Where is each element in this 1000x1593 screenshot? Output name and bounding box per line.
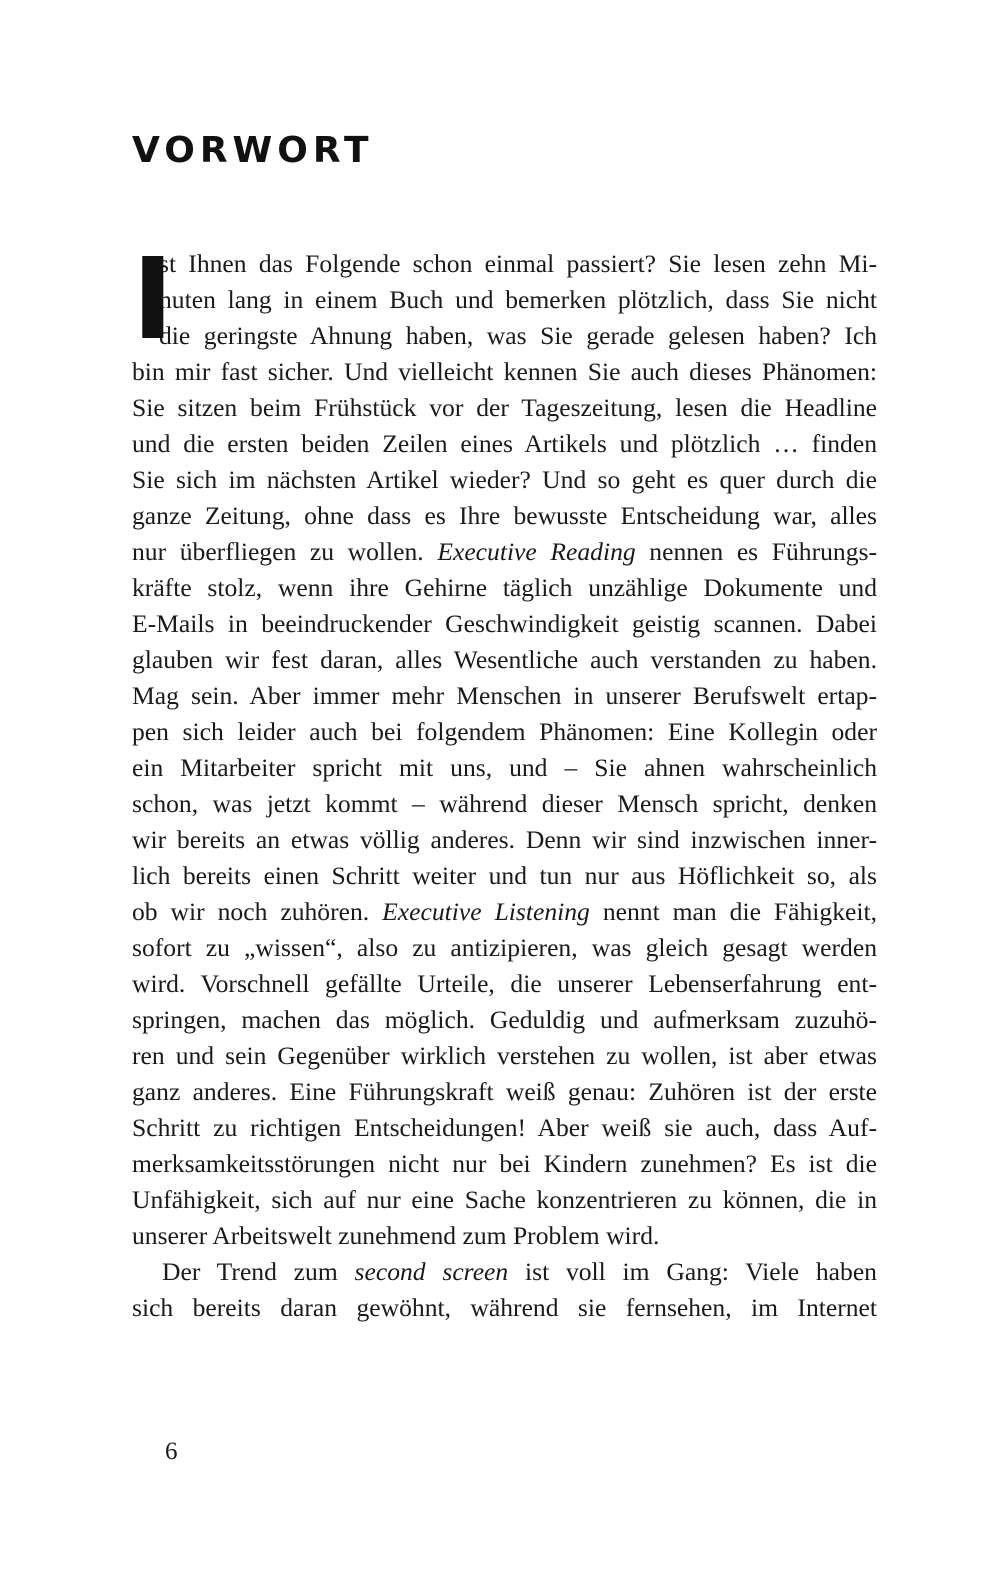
text-line [132,606,877,642]
text-segment: E-Mails in beeindruckender Geschwindigkeit geistig scannen. Dabei [132,609,877,638]
text-segment: Der Trend zum [162,1257,355,1286]
text-segment: unserer Arbeitswelt zunehmend zum Problem wird. [132,1221,660,1250]
text-segment: ren und sein Gegenüber wirklich verstehen zu wollen, ist aber etwas [132,1041,877,1070]
text-line [132,1290,877,1326]
text-segment: st Ihnen das Folgende schon einmal passiert? Sie lesen zehn Mi- [159,249,877,278]
text-segment: pen sich leider auch bei folgendem Phänomen: Eine Kollegin oder [132,717,877,746]
text-segment: ob wir noch zuhören. [132,897,383,926]
text-segment: nennen es Führungs- [635,537,877,566]
text-line [132,678,877,714]
text-line [132,1218,877,1254]
text-line [132,1002,877,1038]
text-segment: und die ersten beiden Zeilen eines Artikels und plötzlich … finden [132,429,877,458]
text-segment: ganz anderes. Eine Führungskraft weiß genau: Zuhören ist der erste [132,1077,877,1106]
italic-term: second screen [354,1257,509,1286]
text-line [132,930,877,966]
text-line [132,714,877,750]
text-segment: wir bereits an etwas völlig anderes. Denn wir sind inzwischen inner- [132,825,877,854]
text-segment: die geringste Ahnung haben, was Sie gerade gelesen haben? Ich [159,321,877,350]
text-line [132,1038,877,1074]
text-segment: Sie sitzen beim Frühstück vor der Tageszeitung, lesen die Headline [132,393,877,422]
text-segment: Mag sein. Aber immer mehr Menschen in unserer Berufswelt ertap- [132,681,877,710]
italic-term: Executive Reading [437,537,636,566]
body-text [132,235,877,1326]
text-line [132,462,877,498]
text-line [132,390,877,426]
drop-cap-paragraph-start [132,235,877,365]
italic-term: Executive Listening [382,897,590,926]
text-line [132,354,877,390]
text-line [132,534,877,570]
text-segment: Unfähigkeit, sich auf nur eine Sache konzentrieren zu können, die in [132,1185,877,1214]
text-segment: sofort zu „wissen“, also zu antizipieren, was gleich gesagt werden [132,933,877,962]
text-line [132,1074,877,1110]
text-line [132,1182,877,1218]
text-segment: sich bereits daran gewöhnt, während sie fernsehen, im Internet [132,1293,877,1322]
text-line [159,282,877,318]
text-line [132,966,877,1002]
text-segment: springen, machen das möglich. Geduldig und aufmerksam zuzuhö- [132,1005,877,1034]
text-line [132,426,877,462]
text-line [132,894,877,930]
text-segment: bin mir fast sicher. Und vielleicht kennen Sie auch dieses Phänomen: [132,357,877,386]
text-line [132,570,877,606]
text-line [132,642,877,678]
page-number: 6 [165,1438,178,1465]
text-segment: ist voll im Gang: Viele haben [508,1257,877,1286]
text-segment: schon, was jetzt kommt – während dieser Mensch spricht, denken [132,789,877,818]
text-line [132,1254,877,1290]
text-line [132,1110,877,1146]
text-segment: kräfte stolz, wenn ihre Gehirne täglich unzählige Dokumente und [132,573,877,602]
text-segment: nuten lang in einem Buch und bemerken plötzlich, dass Sie nicht [159,285,877,314]
text-line [132,498,877,534]
text-segment: Sie sich im nächsten Artikel wieder? Und so geht es quer durch die [132,465,877,494]
text-line [159,318,877,354]
text-segment: Schritt zu richtigen Entscheidungen! Aber weiß sie auch, dass Auf- [132,1113,877,1142]
text-segment: ein Mitarbeiter spricht mit uns, und – Sie ahnen wahrscheinlich [132,753,877,782]
text-line [132,786,877,822]
text-segment: glauben wir fest daran, alles Wesentliche auch verstanden zu haben. [132,645,877,674]
text-segment: wird. Vorschnell gefällte Urteile, die unserer Lebenserfahrung ent- [132,969,877,998]
text-segment: ganze Zeitung, ohne dass es Ihre bewusste Entscheidung war, alles [132,501,877,530]
text-line [132,858,877,894]
text-segment: merksamkeitsstörungen nicht nur bei Kindern zunehmen? Es ist die [132,1149,877,1178]
text-segment: lich bereits einen Schritt weiter und tun nur aus Höflichkeit so, als [132,861,877,890]
text-line [132,1146,877,1182]
chapter-heading: VORWORT [132,130,374,171]
text-line [132,750,877,786]
text-segment: nennt man die Fähigkeit, [589,897,877,926]
text-line [132,822,877,858]
text-line [159,246,877,282]
drop-cap: I [132,235,174,365]
text-segment: nur überfliegen zu wollen. [132,537,438,566]
